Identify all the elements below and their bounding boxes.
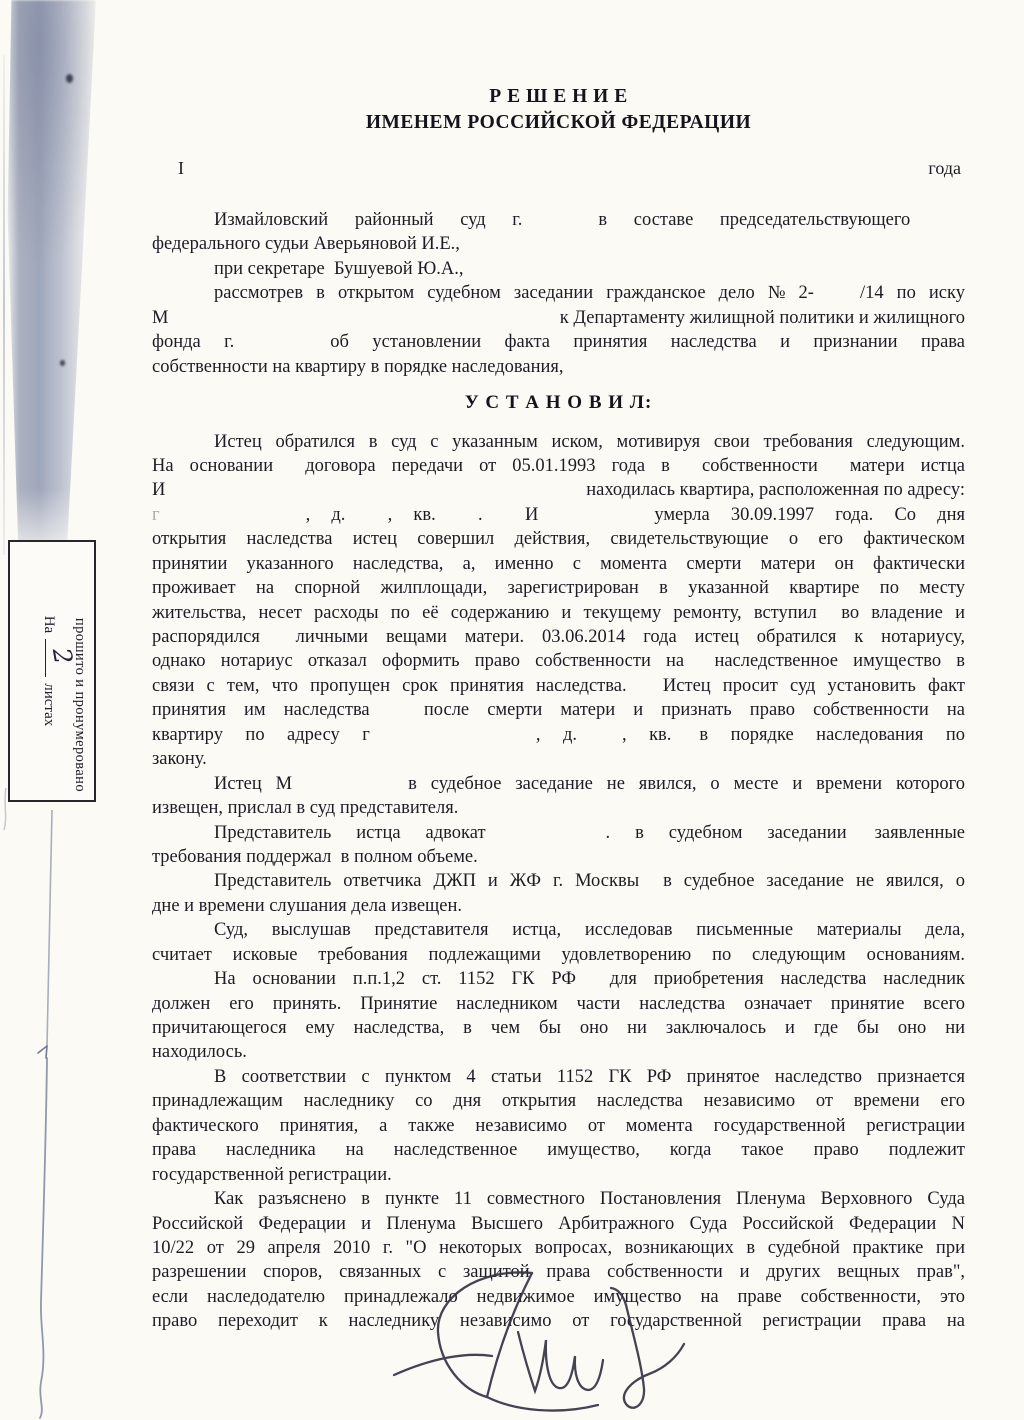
doc-line xyxy=(152,772,965,796)
text-segment: умерла 30.09.1997 года. Со дня xyxy=(654,504,965,525)
stamp-line1: прошито и пронумеровано xyxy=(72,617,88,792)
scan-artifact-dot xyxy=(66,74,73,83)
text-segment: В соответствии с пунктом 4 статьи 1152 ГК РФ принятое наследство признается xyxy=(214,1066,965,1087)
text-segment: Суд, выслушав представителя истца, исследовав письменные материалы дела, xyxy=(214,920,965,941)
text-segment: , д. , кв. . И xyxy=(305,504,539,525)
doc-line xyxy=(152,894,965,918)
text-segment: рассмотрев в открытом судебном заседании гражданское дело № 2- xyxy=(214,283,814,304)
page-edge-line xyxy=(3,55,5,555)
doc-line xyxy=(152,1089,965,1113)
stamp-sheets-line xyxy=(40,548,79,794)
text-segment: М xyxy=(152,307,169,328)
date-right-word: года xyxy=(928,158,961,178)
text-segment: жительства, несет расходы по её содержанию и текущему ремонту, вступил во владение и xyxy=(152,602,965,623)
text-segment: причитающегося ему наследства, в чем бы оно ни заключалось и где бы оно ни xyxy=(152,1018,965,1039)
text-segment: Истец обратился в суд с указанным иском, мотивируя свои требования следующим. xyxy=(214,431,965,452)
text-segment: при секретаре Бушуевой Ю.А., xyxy=(214,258,464,279)
doc-line xyxy=(152,967,965,991)
redaction-gap xyxy=(160,519,306,520)
text-segment: права наследника на наследственное имущество, когда такое право подлежит xyxy=(152,1140,965,1161)
text-segment: федерального судьи Аверьяновой И.Е., xyxy=(152,234,460,255)
text-segment: квартиру по адресу г xyxy=(152,724,370,745)
text-segment: На основании п.п.1,2 ст. 1152 ГК РФ для приобретения наследства наследник xyxy=(214,969,965,990)
text-segment: распорядился личными вещами матери. 03.06.2014 года истец обратился к нотариусу, xyxy=(152,627,965,648)
text-segment: Измайловский районный суд г. xyxy=(214,210,523,230)
text-segment: право переходит к наследнику независимо от государственной регистрации права на xyxy=(152,1311,965,1332)
scan-artifact-dot xyxy=(60,360,65,366)
text-segment: собственности на квартиру в порядке наследования, xyxy=(152,356,564,377)
doc-line xyxy=(152,796,965,820)
text-segment: связи с тем, что пропущен срок принятия наследства. Истец просит суд установить факт xyxy=(152,675,965,696)
text-segment: дне и времени слушания дела извещен. xyxy=(152,895,463,916)
doc-line xyxy=(152,281,965,305)
text-segment: г xyxy=(152,504,160,525)
text-segment: закону. xyxy=(152,749,207,770)
doc-line xyxy=(152,943,965,967)
stamp-prefix: На xyxy=(41,615,57,634)
doc-line xyxy=(152,503,965,527)
doc-line xyxy=(152,821,965,845)
text-segment: считает исковые требования подлежащими удовлетворению по следующим основаниям. xyxy=(152,944,965,965)
doc-line xyxy=(152,1260,965,1284)
text-segment: открытия наследства истец совершил действия, свидетельствующие о его фактическом xyxy=(152,529,965,550)
doc-line xyxy=(152,845,965,869)
redaction-gap xyxy=(486,837,606,838)
doc-line xyxy=(152,869,965,893)
text-segment: принятия им наследства после смерти матери и признать право собственности на xyxy=(152,700,965,721)
text-segment: находилась квартира, расположенная по адресу: xyxy=(586,480,965,501)
text-segment: Представитель истца адвокат xyxy=(214,822,486,843)
text-segment: об установлении факта принятия наследства и признании права xyxy=(330,332,966,353)
text-segment: , д. , кв. xyxy=(535,724,672,745)
stamp-blank-underline xyxy=(45,639,79,677)
text-segment: . в судебном заседании xyxy=(605,822,847,843)
text-segment: в судебное заседание не явился, о месте и времени которого xyxy=(408,773,966,794)
text-segment: фонда г. xyxy=(152,332,235,353)
text-segment: к Департаменту жилищной политики и жилищного xyxy=(559,307,965,328)
stamp-suffix: листах xyxy=(41,683,57,727)
doc-line xyxy=(152,1065,965,1089)
doc-line xyxy=(152,478,965,502)
text-segment: разрешении споров, связанных с защитой права собственности и других вещных прав", xyxy=(152,1262,965,1283)
text-segment: проживает на спорной жилплощади, зарегистрирован в указанной квартире по месту xyxy=(152,578,965,599)
text-segment: Как разъяснено в пункте 11 совместного Постановления Пленума Верховного Суда xyxy=(214,1189,965,1210)
decision-title: Р Е Ш Е Н И Е xyxy=(489,86,628,107)
doc-line xyxy=(152,674,965,698)
doc-line xyxy=(152,723,965,747)
text-segment: должен его принять. Принятие наследником части наследства означает принятие всего xyxy=(152,993,965,1014)
doc-line xyxy=(152,1114,965,1138)
stamp-handwritten-number: 2 xyxy=(46,645,79,667)
doc-line xyxy=(152,1138,965,1162)
text-segment: извещен, прислал в суд представителя. xyxy=(152,798,459,819)
doc-line xyxy=(152,527,965,551)
text-segment: заявленные xyxy=(874,822,966,843)
doc-line xyxy=(152,232,965,256)
text-segment: принадлежащим наследнику со дня открытия наследства независимо от времени его xyxy=(152,1091,965,1112)
text-segment: /14 по иску xyxy=(859,283,965,304)
doc-line xyxy=(152,552,965,576)
text-segment: Истец М xyxy=(214,773,293,794)
doc-line xyxy=(152,698,965,722)
binding-stamp xyxy=(8,540,96,802)
doc-line xyxy=(152,1040,965,1064)
date-left-mark: I xyxy=(178,158,184,178)
doc-line xyxy=(152,454,965,478)
text-segment: в составе председательствующего xyxy=(598,210,911,230)
doc-line xyxy=(152,355,965,379)
doc-line xyxy=(152,918,965,942)
text-segment: если наследодателю принадлежало недвижимое имущество на праве собственности, это xyxy=(152,1286,965,1307)
doc-line xyxy=(152,625,965,649)
doc-line xyxy=(152,1163,965,1187)
doc-line xyxy=(152,430,965,454)
stamp-rotated-text xyxy=(16,548,88,794)
in-the-name-title: ИМЕНЕМ РОССИЙСКОЙ ФЕДЕРАЦИИ xyxy=(365,112,752,133)
doc-line xyxy=(152,1309,965,1333)
redaction-gap xyxy=(847,837,875,838)
text-segment: 10/22 от 29 апреля 2010 г. "О некоторых вопросах, возникающих в судебной практике при xyxy=(152,1237,965,1258)
doc-line xyxy=(152,992,965,1016)
doc-line xyxy=(152,747,965,771)
text-segment: однако нотариус отказал оформить право собственности на наследственное имущество в xyxy=(152,651,965,672)
text-segment: в порядке наследования по xyxy=(699,724,965,745)
redaction-gap xyxy=(370,739,536,740)
text-segment: фактического принятия, а также независимо от момента государственной регистрации xyxy=(152,1115,965,1136)
date-line xyxy=(152,156,965,181)
text-segment: Российской Федерации и Пленума Высшего Арбитражного Суда Российской Федерации N xyxy=(152,1213,965,1234)
text-segment: требования поддержал в полном объеме. xyxy=(152,846,478,867)
redaction-gap xyxy=(234,346,330,347)
doc-line xyxy=(152,601,965,625)
redaction-gap xyxy=(671,739,699,740)
doc-line xyxy=(152,1212,965,1236)
redaction-gap xyxy=(538,519,654,520)
redaction-gap xyxy=(292,788,408,789)
text-segment: находилось. xyxy=(152,1042,247,1063)
doc-line xyxy=(152,1016,965,1040)
document-body xyxy=(152,208,965,1334)
text-segment: Представитель ответчика ДЖП и ЖФ г. Москвы в судебное заседание не явился, о xyxy=(214,871,965,892)
redaction-gap xyxy=(522,224,598,225)
doc-line xyxy=(152,208,965,232)
text-segment: принятии указанного наследства, а, именно с момента смерти матери он фактически xyxy=(152,553,965,574)
doc-line xyxy=(152,306,965,330)
doc-line xyxy=(152,1236,965,1260)
doc-line xyxy=(152,649,965,673)
redaction-gap xyxy=(814,297,860,298)
text-segment: На основании договора передачи от 05.01.1993 года в собственности матери истца xyxy=(152,455,965,476)
doc-line xyxy=(152,257,965,281)
section-heading: У С Т А Н О В И Л: xyxy=(464,392,653,414)
doc-line xyxy=(152,1187,965,1211)
doc-line xyxy=(152,330,965,354)
binding-shadow xyxy=(2,0,96,568)
text-segment: И xyxy=(152,480,166,501)
text-segment: государственной регистрации. xyxy=(152,1164,392,1185)
doc-line xyxy=(152,1285,965,1309)
document-content xyxy=(152,84,965,1334)
doc-line xyxy=(152,576,965,600)
